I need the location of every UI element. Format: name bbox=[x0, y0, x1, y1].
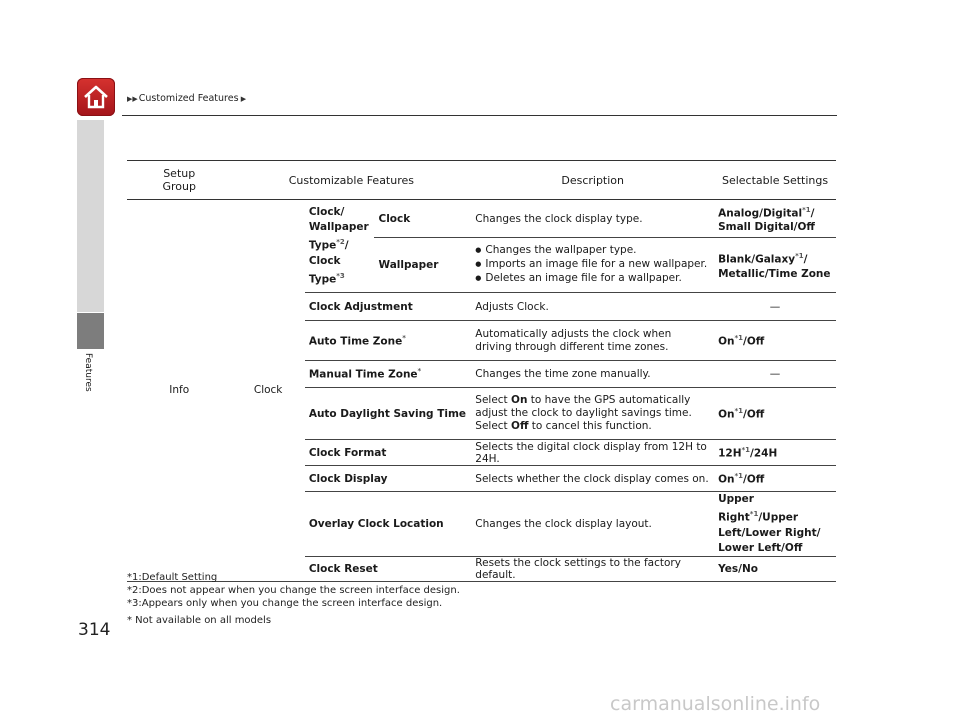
footnote-ref: *2 bbox=[336, 238, 345, 246]
setting-auto-time-zone bbox=[714, 321, 836, 361]
setting-value: Blank/Galaxy bbox=[718, 253, 796, 266]
feature-group-cell: Clock bbox=[231, 200, 304, 582]
setting-value: On bbox=[718, 335, 735, 348]
footnote-ref: *1 bbox=[734, 333, 744, 342]
customizable-features-table bbox=[127, 160, 836, 582]
footnote-ref: *1 bbox=[802, 205, 811, 214]
breadcrumb-arrow-icon: ▶▶ bbox=[127, 95, 138, 103]
footnote-ref: *1 bbox=[749, 510, 759, 518]
note-2: *2:Does not appear when you change the screen interface design. bbox=[127, 585, 460, 596]
availability-footnote: * Not available on all models bbox=[127, 615, 272, 626]
setup-group-cell: Info bbox=[127, 200, 231, 582]
footnote-ref: * bbox=[417, 367, 422, 376]
setting-value: /Upper Left/Lower Right/ Lower Left/Off bbox=[718, 511, 821, 554]
desc-clock-adjustment: Adjusts Clock. bbox=[471, 293, 714, 321]
setting-value: /24H bbox=[750, 447, 778, 460]
feature-label: Manual Time Zone bbox=[308, 368, 418, 381]
table-row bbox=[127, 200, 836, 238]
feature-wallpaper: Wallpaper bbox=[374, 238, 471, 293]
setting-value: On bbox=[718, 408, 735, 421]
desc-wallpaper bbox=[471, 238, 714, 293]
watermark: carmanualsonline.info bbox=[610, 693, 821, 715]
table-notes bbox=[127, 571, 460, 610]
desc-keyword: Off bbox=[511, 420, 529, 432]
section-tab[interactable] bbox=[77, 120, 104, 312]
slash: / bbox=[344, 239, 349, 252]
header-divider bbox=[122, 115, 837, 116]
footnote-ref: *1 bbox=[734, 471, 744, 480]
desc-clock: Changes the clock display type. bbox=[471, 200, 714, 238]
setting-clock-display bbox=[714, 466, 836, 492]
desc-auto-time-zone: Automatically adjusts the clock when driving through different time zones. bbox=[471, 321, 714, 361]
feature-clock-adjustment: Clock Adjustment bbox=[305, 293, 471, 321]
page-number: 314 bbox=[78, 620, 111, 640]
feature-auto-dst: Auto Daylight Saving Time bbox=[305, 388, 471, 440]
footnote-ref: *3 bbox=[336, 271, 345, 280]
setting-value: / Small Digital/Off bbox=[718, 207, 815, 234]
desc-clock-display: Selects whether the clock display comes on. bbox=[471, 466, 714, 492]
feature-clock-display: Clock Display bbox=[305, 466, 471, 492]
footnote-ref: *1 bbox=[741, 445, 751, 454]
clock-wallpaper-type-label: Clock/ Wallpaper Type bbox=[308, 206, 369, 252]
feature-auto-time-zone bbox=[305, 321, 471, 361]
desc-clock-format: Selects the digital clock display from 12H to 24H. bbox=[471, 440, 714, 466]
setting-value: Analog/Digital bbox=[718, 207, 803, 220]
setting-wallpaper bbox=[714, 238, 836, 293]
list-item: ● Changes the wallpaper type. bbox=[475, 244, 710, 258]
setting-value: 12H bbox=[718, 447, 742, 460]
section-label: Features bbox=[83, 353, 93, 392]
feature-clock-reset: Clock Reset bbox=[305, 556, 471, 581]
desc-text: to cancel this function. bbox=[528, 420, 652, 432]
feature-label: Auto Time Zone bbox=[308, 335, 403, 348]
desc-clock-reset: Resets the clock settings to the factory default. bbox=[471, 556, 714, 581]
setting-value: Upper Right bbox=[718, 493, 754, 524]
list-item: ● Deletes an image file for a wallpaper. bbox=[475, 272, 710, 286]
feature-overlay-clock-location: Overlay Clock Location bbox=[305, 492, 471, 557]
header-description: Description bbox=[471, 161, 714, 200]
footnote-ref: *1 bbox=[734, 406, 744, 415]
header-setup-group: Setup Group bbox=[127, 161, 231, 200]
setting-value: /Off bbox=[743, 408, 765, 421]
desc-text: Select bbox=[475, 394, 512, 406]
clock-wallpaper-type-cell bbox=[305, 200, 375, 293]
breadcrumb-link[interactable]: Customized Features bbox=[138, 93, 239, 104]
desc-keyword: On bbox=[511, 394, 528, 406]
footnote-ref: * bbox=[402, 333, 406, 342]
home-button[interactable] bbox=[77, 78, 115, 116]
note-3: *3:Appears only when you change the screen interface design. bbox=[127, 598, 443, 609]
desc-overlay-clock-location: Changes the clock display layout. bbox=[471, 492, 714, 557]
header-selectable-settings: Selectable Settings bbox=[714, 161, 836, 200]
feature-manual-time-zone bbox=[305, 361, 471, 388]
breadcrumb-arrow-icon: ▶ bbox=[238, 95, 247, 103]
setting-value: On bbox=[718, 473, 735, 486]
setting-overlay-clock-location bbox=[714, 492, 836, 557]
setting-manual-time-zone: — bbox=[714, 361, 836, 388]
header-customizable-features: Customizable Features bbox=[231, 161, 471, 200]
clock-type-label: Clock Type bbox=[308, 254, 341, 285]
feature-clock-format: Clock Format bbox=[305, 440, 471, 466]
table-header-row bbox=[127, 161, 836, 200]
list-item: ● Imports an image file for a new wallpaper. bbox=[475, 258, 710, 272]
section-tab-active[interactable] bbox=[77, 313, 104, 349]
breadcrumb bbox=[127, 93, 247, 104]
setting-clock-format bbox=[714, 440, 836, 466]
desc-manual-time-zone: Changes the time zone manually. bbox=[471, 361, 714, 388]
feature-clock: Clock bbox=[374, 200, 471, 238]
desc-auto-dst bbox=[471, 388, 714, 440]
note-1: *1:Default Setting bbox=[127, 572, 218, 583]
desc-text: to have the GPS automatically adjust the clock to daylight savings time. Select bbox=[475, 394, 692, 432]
setting-value: /Off bbox=[743, 473, 765, 486]
footnote-ref: *1 bbox=[795, 252, 804, 261]
setting-clock-reset: Yes/No bbox=[714, 556, 836, 581]
setting-value: / Metallic/Time Zone bbox=[718, 253, 831, 280]
setting-auto-dst bbox=[714, 388, 836, 440]
setting-value: /Off bbox=[743, 335, 765, 348]
setting-clock-adjustment: — bbox=[714, 293, 836, 321]
setting-clock bbox=[714, 200, 836, 238]
home-icon bbox=[82, 83, 110, 111]
